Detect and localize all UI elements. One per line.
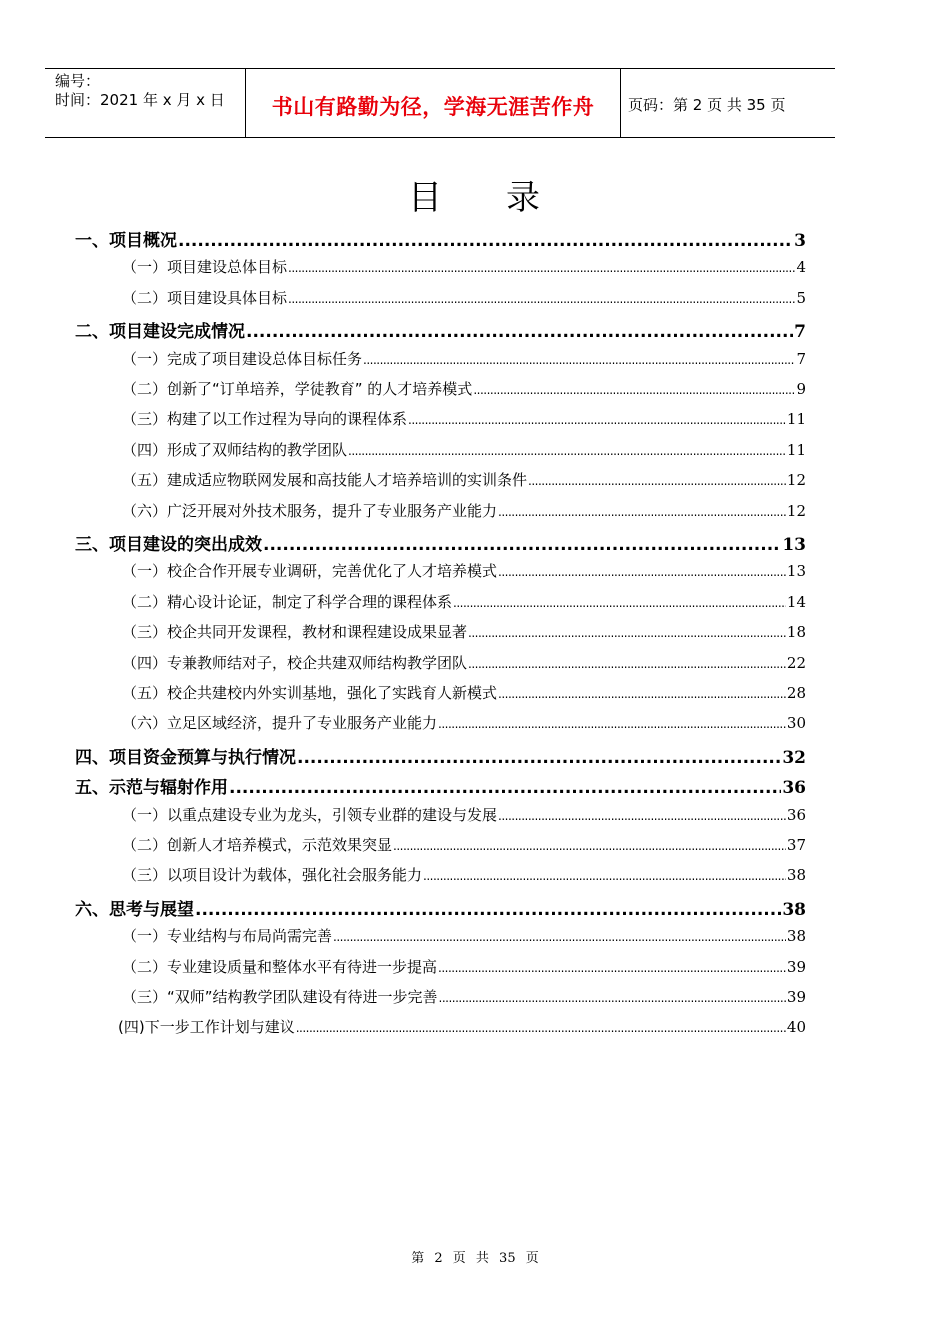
toc-page-number: 22 — [786, 654, 806, 672]
toc-page-number: 5 — [796, 289, 806, 307]
toc-page-number: 28 — [786, 684, 806, 702]
toc-entry-label: （六）立足区域经济，提升了专业服务产业能力 — [122, 714, 438, 732]
toc-leader-dots — [468, 657, 786, 671]
header-page-cell — [620, 69, 835, 137]
toc-entry-label: （二）创新了“订单培养，学徒教育” 的人才培养模式 — [122, 380, 473, 398]
toc-subsection-entry[interactable] — [122, 287, 806, 313]
toc-entry-label: （三）构建了以工作过程为导向的课程体系 — [122, 410, 408, 428]
toc-page-number: 7 — [796, 350, 806, 368]
toc-page-number: 39 — [786, 958, 806, 976]
toc-entry-label: 六、思考与展望 — [75, 900, 194, 920]
toc-leader-dots — [296, 1021, 786, 1035]
toc-entry-label: 二、项目建设完成情况 — [75, 322, 245, 342]
toc-subsection-entry[interactable] — [122, 834, 806, 860]
toc-section-entry[interactable] — [75, 317, 806, 343]
toc-leader-dots — [333, 930, 786, 944]
toc-entry-label: （一）完成了项目建设总体目标任务 — [122, 350, 363, 368]
page-info: 页码：第 2 页 共 35 页 — [628, 96, 786, 114]
toc-section-entry[interactable] — [75, 530, 806, 556]
toc-subsection-entry[interactable] — [118, 1016, 806, 1042]
toc-leader-dots — [178, 231, 793, 251]
toc-entry-label: （一）校企合作开展专业调研，完善优化了人才培养模式 — [122, 562, 498, 580]
toc-leader-dots — [473, 383, 795, 397]
toc-leader-dots — [498, 809, 786, 823]
toc-page-number: 3 — [794, 231, 806, 251]
toc-page-number: 7 — [794, 322, 806, 342]
toc-entry-label: （六）广泛开展对外技术服务，提升了专业服务产业能力 — [122, 502, 498, 520]
toc-entry-label: 三、项目建设的突出成效 — [75, 535, 262, 555]
toc-page-number: 38 — [786, 927, 806, 945]
toc-subsection-entry[interactable] — [122, 256, 806, 282]
toc-subsection-entry[interactable] — [122, 378, 806, 404]
toc-entry-label: （一）以重点建设专业为龙头，引领专业群的建设与发展 — [122, 806, 498, 824]
toc-subsection-entry[interactable] — [122, 621, 806, 647]
toc-entry-label: （二）项目建设具体目标 — [122, 289, 288, 307]
toc-section-entry[interactable] — [75, 226, 806, 252]
toc-page-number: 13 — [786, 562, 806, 580]
toc-entry-label: （二）创新人才培养模式，示范效果突显 — [122, 836, 393, 854]
toc-entry-label: （四）形成了双师结构的教学团队 — [122, 441, 348, 459]
toc-leader-dots — [453, 596, 786, 610]
toc-subsection-entry[interactable] — [122, 408, 806, 434]
toc-page-number: 14 — [786, 593, 806, 611]
toc-page-number: 36 — [786, 806, 806, 824]
toc-leader-dots — [363, 353, 795, 367]
toc-leader-dots — [438, 717, 786, 731]
toc-page-number: 30 — [786, 714, 806, 732]
toc-leader-dots — [288, 292, 795, 306]
motto: 书山有路勤为径，学海无涯苦作舟 — [271, 95, 595, 119]
toc-subsection-entry[interactable] — [122, 986, 806, 1012]
toc-subsection-entry[interactable] — [122, 682, 806, 708]
toc-leader-dots — [246, 322, 793, 342]
toc-page-number: 38 — [782, 900, 806, 920]
toc-subsection-entry[interactable] — [122, 348, 806, 374]
toc-section-entry[interactable] — [75, 895, 806, 921]
toc-page-number: 40 — [786, 1018, 806, 1036]
toc-entry-label: （五）建成适应物联网发展和高技能人才培养培训的实训条件 — [122, 471, 528, 489]
page-title — [0, 170, 950, 219]
toc-subsection-entry[interactable] — [122, 469, 806, 495]
toc-entry-label: （二）精心设计论证，制定了科学合理的课程体系 — [122, 593, 453, 611]
toc-subsection-entry[interactable] — [122, 956, 806, 982]
toc-page-number: 12 — [786, 502, 806, 520]
toc-leader-dots — [528, 474, 786, 488]
toc-entry-label: （三）“双师”结构教学团队建设有待进一步完善 — [122, 988, 438, 1006]
toc-page-number: 37 — [786, 836, 806, 854]
toc-entry-label: （四）专兼教师结对子，校企共建双师结构教学团队 — [122, 654, 468, 672]
toc-subsection-entry[interactable] — [122, 864, 806, 890]
toc-leader-dots — [348, 444, 786, 458]
toc-page-number: 38 — [786, 866, 806, 884]
time-label: 时间：2021 年 x 月 x 日 — [55, 91, 225, 109]
toc-leader-dots — [297, 748, 781, 768]
toc-page-number: 39 — [786, 988, 806, 1006]
toc-subsection-entry[interactable] — [122, 591, 806, 617]
toc-entry-label: （三）校企共同开发课程，教材和课程建设成果显著 — [122, 623, 468, 641]
toc-entry-label: (四)下一步工作计划与建议 — [118, 1018, 295, 1036]
toc-entry-label: （一）项目建设总体目标 — [122, 258, 288, 276]
toc-page-number: 11 — [786, 410, 806, 428]
header-meta-cell — [45, 69, 245, 137]
toc-page-number: 36 — [782, 778, 806, 798]
toc-leader-dots — [263, 535, 781, 555]
toc-section-entry[interactable] — [75, 773, 806, 799]
toc-entry-label: （二）专业建设质量和整体水平有待进一步提高 — [122, 958, 438, 976]
toc-leader-dots — [393, 839, 786, 853]
toc-leader-dots — [498, 565, 786, 579]
toc-entry-label: 四、项目资金预算与执行情况 — [75, 748, 296, 768]
toc-subsection-entry[interactable] — [122, 925, 806, 951]
toc-subsection-entry[interactable] — [122, 804, 806, 830]
toc-section-entry[interactable] — [75, 743, 806, 769]
toc-leader-dots — [498, 687, 786, 701]
page-header — [45, 68, 835, 138]
toc-subsection-entry[interactable] — [122, 500, 806, 526]
toc-page-number: 11 — [786, 441, 806, 459]
toc-page-number: 4 — [796, 258, 806, 276]
toc-entry-label: 五、示范与辐射作用 — [75, 778, 228, 798]
number-label: 编号： — [55, 72, 101, 90]
page-footer: 第 2 页 共 35 页 — [411, 1251, 539, 1266]
toc-leader-dots — [438, 961, 786, 975]
toc-page-number: 13 — [782, 535, 806, 555]
header-motto-cell — [245, 69, 621, 137]
toc-entry-label: 一、项目概况 — [75, 231, 177, 251]
toc-leader-dots — [195, 900, 781, 920]
toc-page-number: 18 — [786, 623, 806, 641]
title-left: 目 — [408, 178, 444, 218]
toc-subsection-entry[interactable] — [122, 652, 806, 678]
toc-entry-label: （五）校企共建校内外实训基地，强化了实践育人新模式 — [122, 684, 498, 702]
toc-entry-label: （三）以项目设计为载体，强化社会服务能力 — [122, 866, 423, 884]
toc-leader-dots — [439, 991, 786, 1005]
toc-leader-dots — [408, 413, 786, 427]
toc-leader-dots — [288, 261, 795, 275]
toc-subsection-entry[interactable] — [122, 560, 806, 586]
toc-leader-dots — [229, 778, 781, 798]
toc-leader-dots — [423, 869, 786, 883]
toc-subsection-entry[interactable] — [122, 439, 806, 465]
title-right: 录 — [506, 178, 542, 218]
toc-page-number: 12 — [786, 471, 806, 489]
toc-leader-dots — [468, 626, 786, 640]
toc-entry-label: （一）专业结构与布局尚需完善 — [122, 927, 333, 945]
toc-leader-dots — [498, 505, 786, 519]
toc-subsection-entry[interactable] — [122, 712, 806, 738]
toc-page-number: 32 — [782, 748, 806, 768]
toc-page-number: 9 — [796, 380, 806, 398]
